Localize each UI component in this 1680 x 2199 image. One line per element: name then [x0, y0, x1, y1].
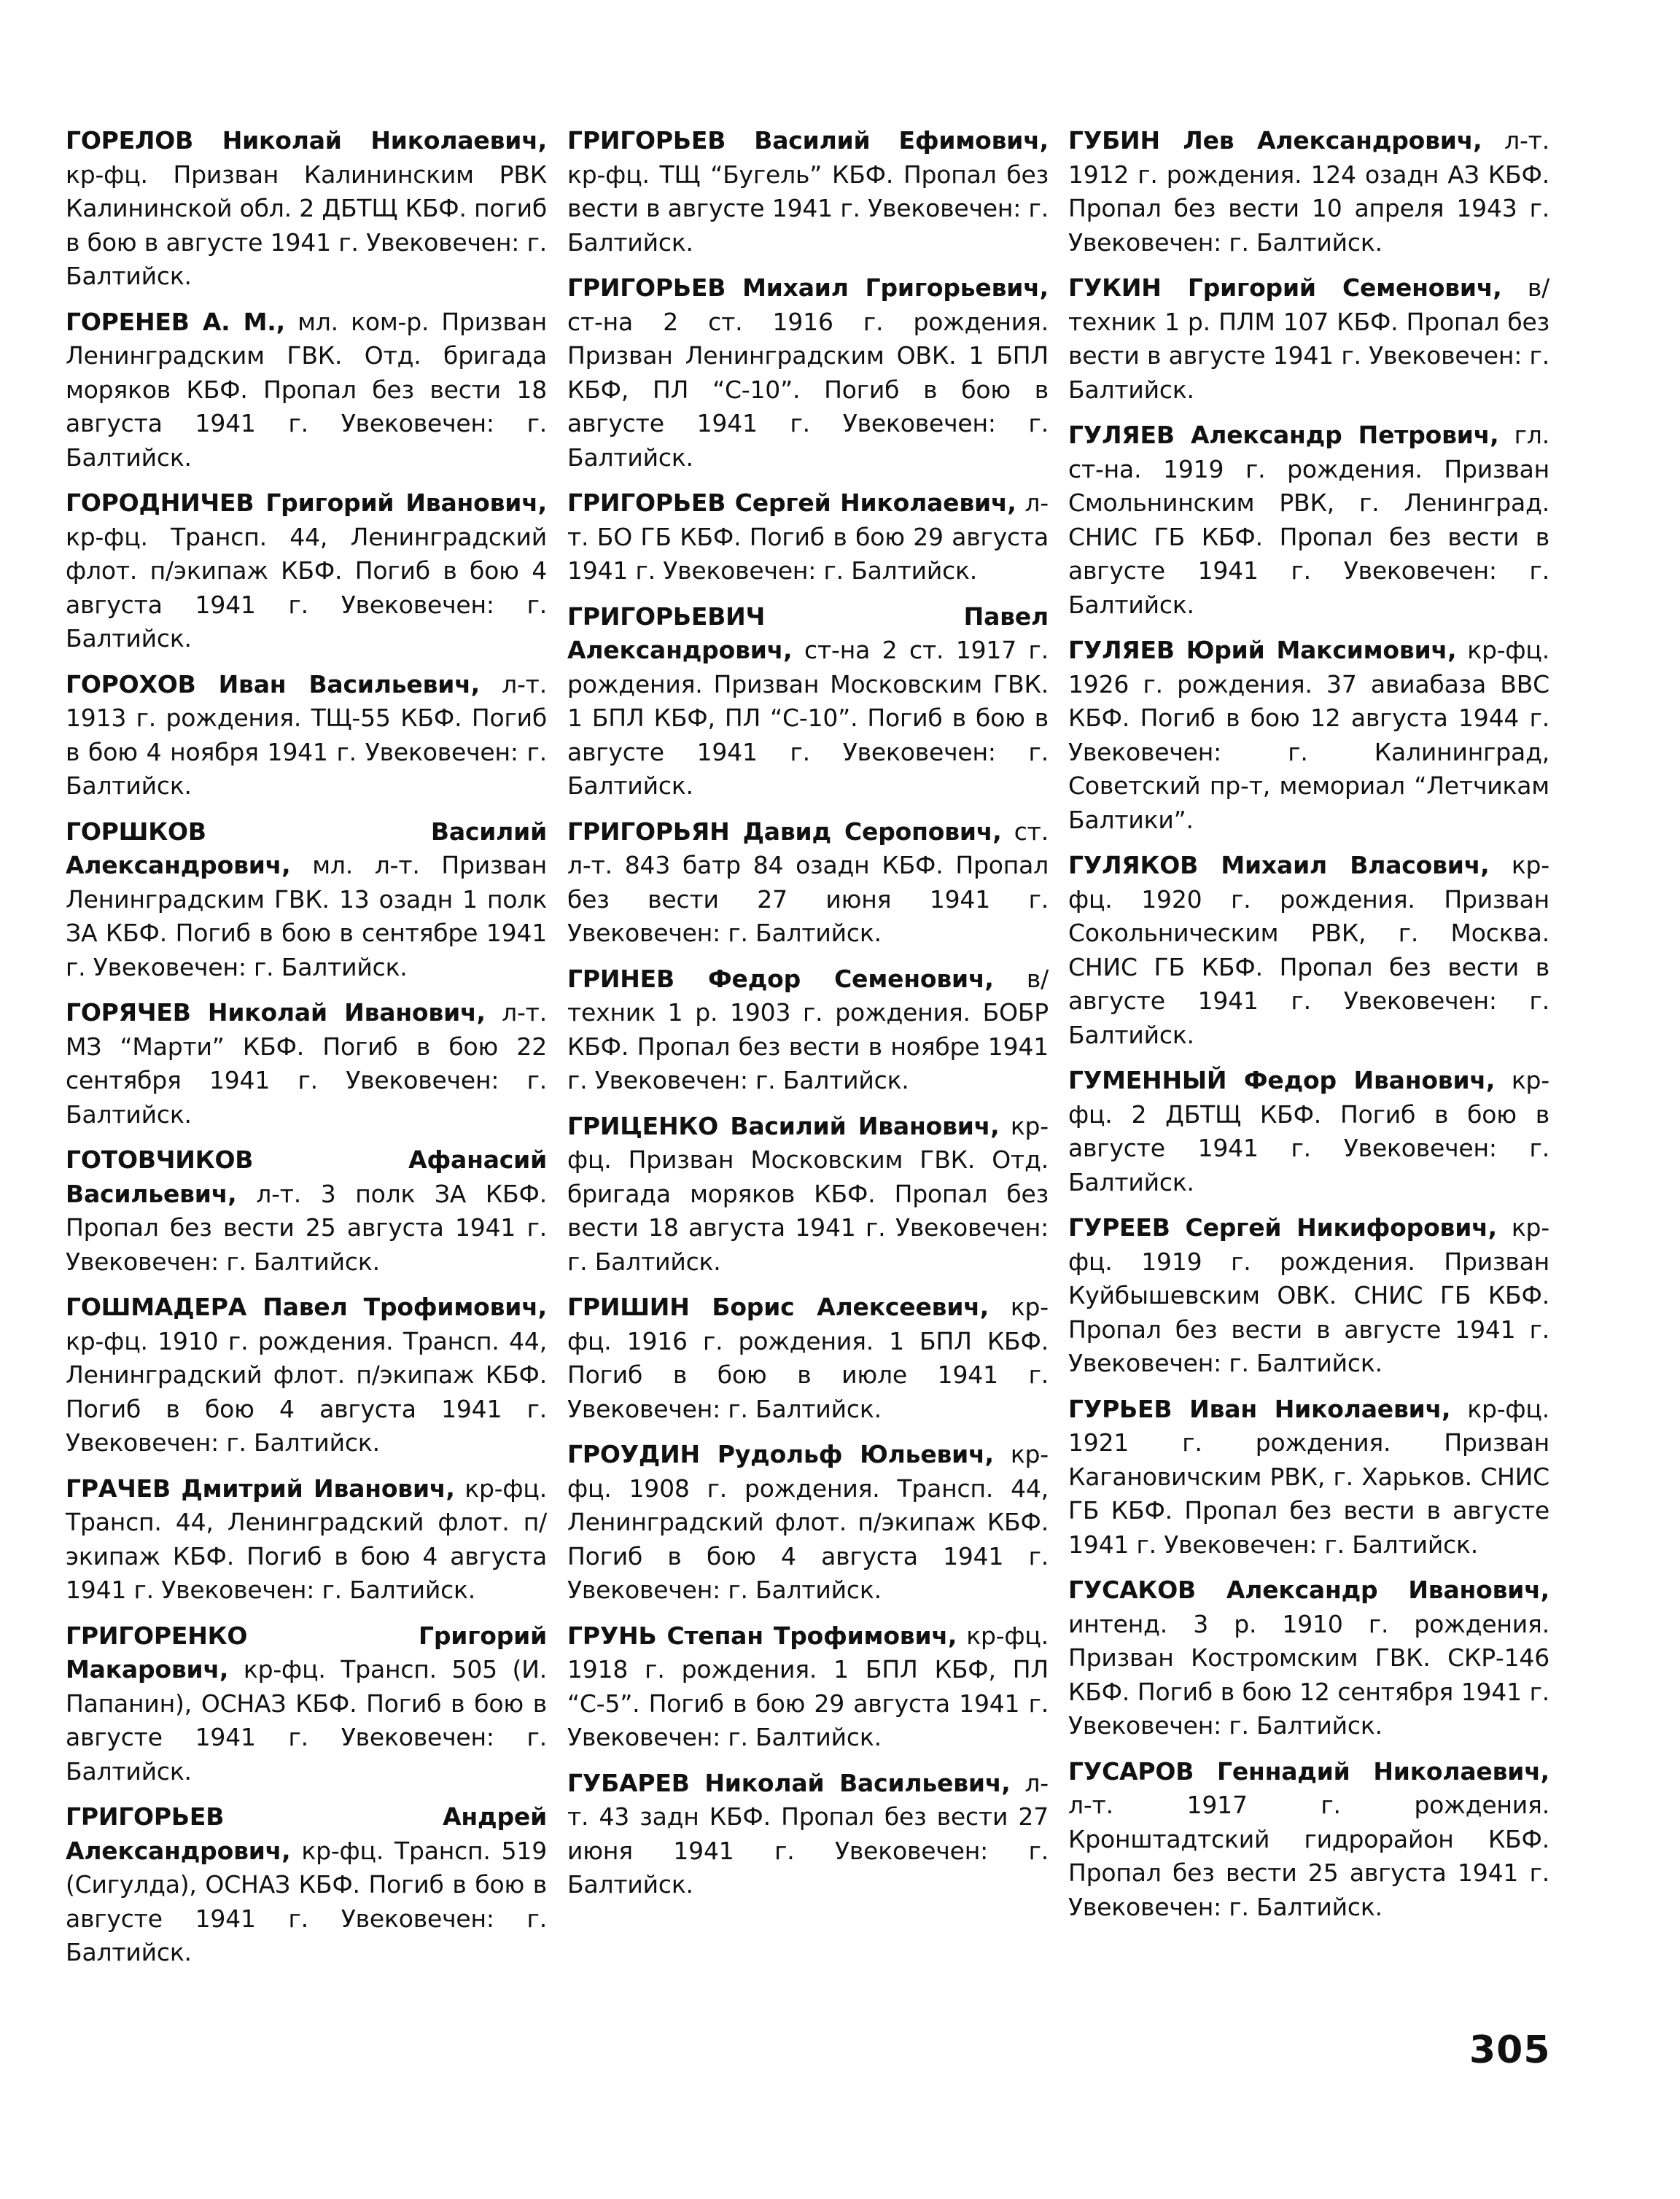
entry-text: мл. ком-р. Призван Ленинградским ГВК. Отд. бригада моряков КБФ. Пропал без вести 18 августа 1941 г. Увековечен: г. Балтийск.	[66, 307, 547, 472]
page-number: 305	[1469, 2028, 1551, 2072]
entry-name: ГРУНЬ Степан Трофимович,	[567, 1621, 957, 1650]
entry-text: кр-фц. 1910 г. рождения. Трансп. 44, Ленинградский флот. п/экипаж КБФ. Погиб в бою 4 августа 1941 г. Увековечен: г. Балтийск.	[66, 1326, 547, 1457]
entry-text: в/техник 1 р. ПЛМ 107 КБФ. Пропал без вести в августе 1941 г. Увековечен: г. Балтийск.	[1068, 273, 1549, 404]
entry-text: кр-фц. 1919 г. рождения. Призван Куйбышевским ОВК. СНИС ГБ КБФ. Пропал без вести в августе 1941 г. Увековечен: г. Балтийск.	[1068, 1213, 1549, 1377]
entry-text: гл. ст-на. 1919 г. рождения. Призван Смольнинским РВК, г. Ленинград. СНИС ГБ КБФ. Пропал без вести в августе 1941 г. Увековечен: г. Балтийск.	[1068, 421, 1549, 619]
entry	[567, 1619, 1049, 1755]
entry	[66, 1619, 547, 1789]
entry-text: кр-фц. 1918 г. рождения. 1 БПЛ КБФ, ПЛ “С-5”. Погиб в бою 29 августа 1941 г. Увековечен: г. Балтийск.	[567, 1621, 1049, 1751]
entry-text: л-т. 1912 г. рождения. 124 озадн АЗ КБФ. Пропал без вести 10 апреля 1943 г. Увековечен: г. Балтийск.	[1068, 126, 1549, 257]
entry	[66, 1800, 547, 1970]
entry-text: л-т. 1913 г. рождения. ТЩ-55 КБФ. Погиб в бою 4 ноября 1941 г. Увековечен: г. Балтийск.	[66, 669, 547, 800]
entry-text: кр-фц. ТЩ “Бугель” КБФ. Пропал без вести в августе 1941 г. Увековечен: г. Балтийск.	[567, 160, 1049, 257]
entry-name: ГРИШИН Борис Алексеевич,	[567, 1293, 989, 1321]
entry-name: ГУРЬЕВ Иван Николаевич,	[1068, 1394, 1451, 1423]
entry-text: кр-фц. 1908 г. рождения. Трансп. 44, Ленинградский флот. п/экипаж КБФ. Погиб в бою 4 августа 1941 г. Увековечен: г. Балтийск.	[567, 1440, 1049, 1604]
entry-text: ст. л-т. 843 батр 84 озадн КБФ. Пропал без вести 27 июня 1941 г. Увековечен: г. Балтийск.	[567, 817, 1049, 947]
entry-text: кр-фц. 1920 г. рождения. Призван Сокольническим РВК, г. Москва. СНИС ГБ КБФ. Пропал без вести в августе 1941 г. Увековечен: г. Балтийск.	[1068, 851, 1549, 1049]
entry-name: ГРОУДИН Рудольф Юльевич,	[567, 1440, 994, 1468]
entry-text: кр-фц. Призван Московским ГВК. Отд. бригада моряков КБФ. Пропал без вести 18 августа 1941 г. Увековечен: г. Балтийск.	[567, 1111, 1049, 1276]
entry-name: ГОРЕЛОВ Николай Николаевич,	[66, 126, 547, 155]
entry	[567, 124, 1049, 260]
entry-text: кр-фц. 2 ДБТЩ КБФ. Погиб в бою в августе 1941 г. Увековечен: г. Балтийск.	[1068, 1066, 1549, 1196]
entry-name: ГРИГОРЕНКО Григорий Макарович,	[66, 1621, 547, 1684]
entry	[1068, 1755, 1549, 1925]
entry	[567, 486, 1049, 588]
entry-text: кр-фц. 1926 г. рождения. 37 авиабаза ВВС КБФ. Погиб в бою 12 августа 1944 г. Увековечен: г. Калининград, Советский пр-т, мемориал “Летчикам Балтики”.	[1068, 636, 1549, 834]
entry	[66, 668, 547, 803]
entry-name: ГРИГОРЬЕВ Михаил Григорьевич,	[567, 273, 1049, 302]
entry-name: ГРИНЕВ Федор Семенович,	[567, 964, 994, 993]
entry	[567, 815, 1049, 951]
entry-text: интенд. 3 р. 1910 г. рождения. Призван Костромским ГВК. СКР-146 КБФ. Погиб в бою 12 сентября 1941 г. Увековечен: г. Балтийск.	[1068, 1609, 1549, 1740]
entry	[567, 1110, 1049, 1280]
entry-text: кр-фц. 1916 г. рождения. 1 БПЛ КБФ. Погиб в бою в июле 1941 г. Увековечен: г. Балтийск.	[567, 1293, 1049, 1423]
entry	[66, 1472, 547, 1608]
entry	[567, 600, 1049, 803]
column-3	[1068, 124, 1549, 1936]
entry-name: ГРИГОРЬЕВ Сергей Николаевич,	[567, 489, 1016, 517]
entry-name: ГУЛЯЕВ Александр Петрович,	[1068, 421, 1499, 449]
entry-text: л-т. 43 задн КБФ. Пропал без вести 27 июня 1941 г. Увековечен: г. Балтийск.	[567, 1768, 1049, 1899]
entry	[66, 996, 547, 1132]
entry-name: ГОРЯЧЕВ Николай Иванович,	[66, 998, 486, 1027]
entry-text: кр-фц. Трансп. 519 (Сигулда), ОСНАЗ КБФ. Погиб в бою в августе 1941 г. Увековечен: г. Балтийск.	[66, 1836, 547, 1966]
entry-name: ГОРОДНИЧЕВ Григорий Иванович,	[66, 489, 547, 517]
entry	[1068, 419, 1549, 622]
entry-name: ГОРОХОВ Иван Васильевич,	[66, 669, 480, 698]
entry-name: ГУРЕЕВ Сергей Никифорович,	[1068, 1213, 1497, 1242]
entry-name: ГРИГОРЬЕВИЧ Павел Александрович,	[567, 602, 1049, 664]
entry-name: ГУЛЯЕВ Юрий Максимович,	[1068, 636, 1457, 664]
entry-name: ГУБИН Лев Александрович,	[1068, 126, 1482, 155]
entry-text: кр-фц. Трансп. 44, Ленинградский флот. п/экипаж КБФ. Погиб в бою 4 августа 1941 г. Увековечен: г. Балтийск.	[66, 1474, 547, 1604]
entry-text: л-т. МЗ “Марти” КБФ. Погиб в бою 22 сентября 1941 г. Увековечен: г. Балтийск.	[66, 998, 547, 1129]
entry-name: ГУМЕННЫЙ Федор Иванович,	[1068, 1066, 1496, 1094]
entry-name: ГУСАРОВ Геннадий Николаевич,	[1068, 1756, 1549, 1786]
entry-name: ГРИЦЕНКО Василий Иванович,	[567, 1111, 1000, 1140]
entry-name: ГОШМАДЕРА Павел Трофимович,	[66, 1293, 547, 1321]
entry	[1068, 1393, 1549, 1562]
entry-name: ГОТОВЧИКОВ Афанасий Васильевич,	[66, 1145, 547, 1208]
entry-text: кр-фц. Трансп. 505 (И. Папанин), ОСНАЗ КБФ. Погиб в бою в августе 1941 г. Увековечен: г. Балтийск.	[66, 1655, 547, 1786]
entry	[1068, 849, 1549, 1052]
entry-name: ГОРЕНЕВ А. М.,	[66, 307, 285, 336]
column-1	[66, 124, 547, 1982]
entry-name: ГУЛЯКОВ Михаил Власович,	[1068, 851, 1490, 879]
entry-name: ГУСАКОВ Александр Иванович,	[1068, 1576, 1549, 1604]
entry-text: кр-фц. Призван Калининским РВК Калининской обл. 2 ДБТЩ КБФ. погиб в бою в августе 1941 г. Увековечен: г. Балтийск.	[66, 160, 547, 290]
entry-text: кр-фц. 1921 г. рождения. Призван Кагановичским РВК, г. Харьков. СНИС ГБ КБФ. Пропал без вести в августе 1941 г. Увековечен: г. Балтийск.	[1068, 1394, 1549, 1559]
entry-text: ст-на 2 ст. 1916 г. рождения. Призван Ленинградским ОВК. 1 БПЛ КБФ, ПЛ “С-10”. Погиб в бою в августе 1941 г. Увековечен: г. Балтийск.	[567, 307, 1049, 472]
entry-text: мл. л-т. Призван Ленинградским ГВК. 13 озадн 1 полк ЗА КБФ. Погиб в бою в сентябре 1941 г. Увековечен: г. Балтийск.	[66, 851, 547, 981]
entry	[1068, 1573, 1549, 1743]
entry-name: ГУБАРЕВ Николай Васильевич,	[567, 1768, 1011, 1797]
entry	[1068, 271, 1549, 407]
entry	[567, 1438, 1049, 1608]
entry	[567, 271, 1049, 475]
entry	[1068, 1211, 1549, 1381]
entry	[567, 962, 1049, 1098]
entry	[66, 305, 547, 475]
entry	[1068, 634, 1549, 837]
entry	[567, 1767, 1049, 1902]
entry-text: ст-на 2 ст. 1917 г. рождения. Призван Московским ГВК. 1 БПЛ КБФ, ПЛ “С-10”. Погиб в бою в августе 1941 г. Увековечен: г. Балтийск.	[567, 636, 1049, 800]
entry-text: кр-фц. Трансп. 44, Ленинградский флот. п/экипаж КБФ. Погиб в бою 4 августа 1941 г. Увековечен: г. Балтийск.	[66, 522, 547, 653]
entry	[66, 486, 547, 656]
entry-text: л-т. 3 полк ЗА КБФ. Пропал без вести 25 августа 1941 г. Увековечен: г. Балтийск.	[66, 1179, 547, 1276]
column-2	[567, 124, 1049, 1914]
entry-name: ГРАЧЕВ Дмитрий Иванович,	[66, 1474, 455, 1503]
entry	[66, 1291, 547, 1460]
entry	[1068, 124, 1549, 260]
entry-name: ГРИГОРЬЕВ Василий Ефимович,	[567, 126, 1049, 155]
entry	[1068, 1064, 1549, 1199]
entry-name: ГУКИН Григорий Семенович,	[1068, 273, 1502, 302]
entry	[66, 815, 547, 985]
entry-text: л-т. 1917 г. рождения. Кронштадтский гидрорайон КБФ. Пропал без вести 25 августа 1941 г. Увековечен: г. Балтийск.	[1068, 1791, 1549, 1921]
entry-name: ГРИГОРЬЕВ Андрей Александрович,	[66, 1802, 547, 1865]
entry-name: ГОРШКОВ Василий Александрович,	[66, 817, 547, 879]
entry-name: ГРИГОРЬЯН Давид Серопович,	[567, 817, 1002, 846]
entry	[567, 1291, 1049, 1426]
entry	[66, 124, 547, 294]
entry-text: л-т. БО ГБ КБФ. Погиб в бою 29 августа 1941 г. Увековечен: г. Балтийск.	[567, 489, 1049, 585]
entry	[66, 1143, 547, 1279]
entry-text: в/техник 1 р. 1903 г. рождения. БОБР КБФ. Пропал без вести в ноябре 1941 г. Увековечен: г. Балтийск.	[567, 964, 1049, 1094]
